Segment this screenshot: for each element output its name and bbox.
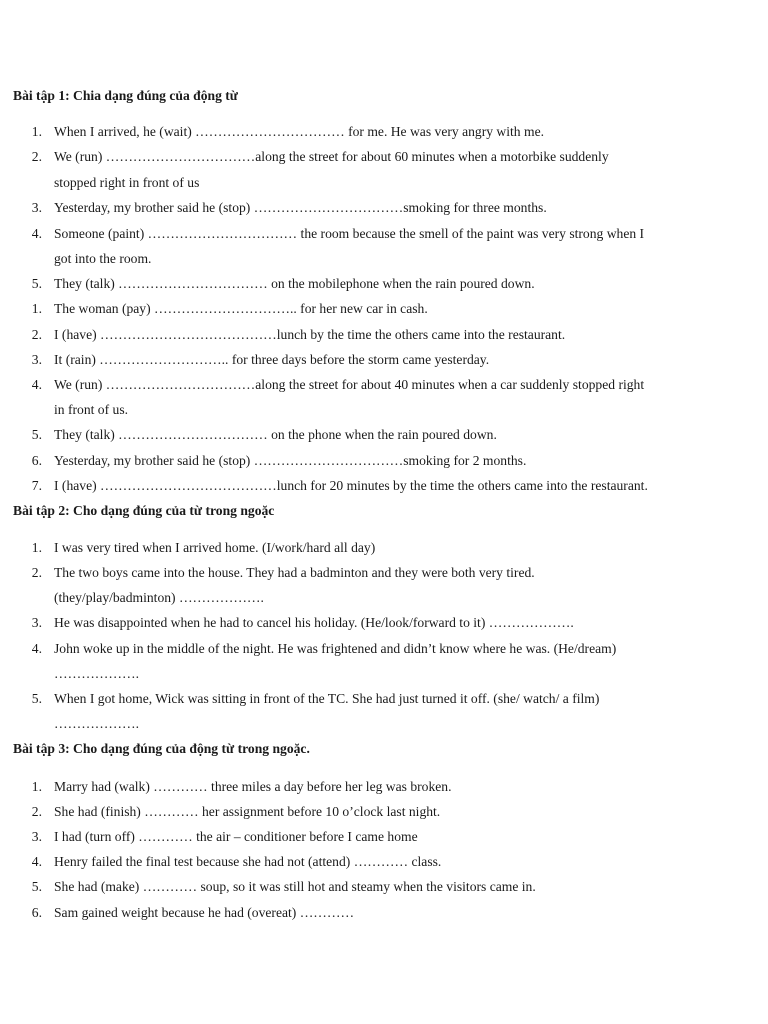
item-text: Yesterday, my brother said he (stop) ……………………………smoking for three months.: [54, 200, 547, 215]
item-number: 3.: [31, 615, 42, 630]
list-item: [0, 149, 768, 169]
list-item: [0, 301, 768, 321]
item-number: 3.: [31, 829, 42, 844]
list-item: [0, 905, 768, 925]
item-text: Sam gained weight because he had (overeat) …………: [54, 905, 355, 920]
list-item: [0, 226, 768, 246]
item-number: 4.: [31, 854, 42, 869]
item-text-continued: got into the room.: [54, 251, 152, 266]
item-text: We (run) ……………………………along the street for about 40 minutes when a car suddenly stopped right: [54, 377, 645, 392]
list-item: [0, 641, 768, 661]
item-number: 1.: [31, 301, 42, 316]
item-number: 3.: [31, 200, 42, 215]
item-text: They (talk) …………………………… on the mobilephone when the rain poured down.: [54, 276, 535, 291]
item-text-continued: (they/play/badminton) ……………….: [54, 590, 264, 605]
item-text: He was disappointed when he had to cancel his holiday. (He/look/forward to it) ……………….: [54, 615, 574, 630]
item-number: 4.: [31, 226, 42, 241]
item-number: 5.: [31, 276, 42, 291]
item-number: 4.: [31, 377, 42, 392]
list-item: [0, 540, 768, 560]
list-item: [0, 276, 768, 296]
item-text: Henry failed the final test because she had not (attend) ………… class.: [54, 854, 442, 869]
exercise-3-title: Bài tập 3: Cho dạng đúng của động từ trong ngoặc.: [13, 741, 310, 756]
list-item: [0, 691, 768, 711]
item-text: When I arrived, he (wait) …………………………… for me. He was very angry with me.: [54, 124, 544, 139]
list-item: [0, 124, 768, 144]
item-text: The woman (pay) ………………………….. for her new car in cash.: [54, 301, 428, 316]
list-item: [0, 565, 768, 585]
item-text: Yesterday, my brother said he (stop) ……………………………smoking for 2 months.: [54, 453, 527, 468]
item-text: I was very tired when I arrived home. (I/work/hard all day): [54, 540, 376, 555]
item-text: She had (finish) ………… her assignment before 10 o’clock last night.: [54, 804, 441, 819]
item-number: 4.: [31, 641, 42, 656]
list-item: [0, 427, 768, 447]
item-text: They (talk) …………………………… on the phone when the rain poured down.: [54, 427, 497, 442]
exercise-1-title: Bài tập 1: Chia dạng đúng của động từ: [13, 88, 238, 103]
item-text: She had (make) ………… soup, so it was still hot and steamy when the visitors came in.: [54, 879, 536, 894]
item-number: 2.: [31, 804, 42, 819]
list-item: [0, 352, 768, 372]
list-item: [0, 478, 768, 498]
item-text: We (run) ……………………………along the street for about 60 minutes when a motorbike suddenly: [54, 149, 609, 164]
list-item: [0, 854, 768, 874]
item-number: 5.: [31, 691, 42, 706]
list-item: [0, 327, 768, 347]
item-text-continued: ……………….: [54, 666, 139, 681]
item-number: 1.: [31, 540, 42, 555]
item-text: It (rain) ……………………….. for three days before the storm came yesterday.: [54, 352, 490, 367]
item-text-continued: stopped right in front of us: [54, 175, 200, 190]
item-number: 2.: [31, 327, 42, 342]
list-item: [0, 779, 768, 799]
item-number: 2.: [31, 149, 42, 164]
item-number: 5.: [31, 427, 42, 442]
item-number: 3.: [31, 352, 42, 367]
list-item: [0, 804, 768, 824]
item-text: I (have) …………………………………lunch by the time the others came into the restaurant.: [54, 327, 566, 342]
list-item: [0, 829, 768, 849]
item-text-continued: in front of us.: [54, 402, 129, 417]
list-item: [0, 615, 768, 635]
list-item: [0, 879, 768, 899]
list-item: [0, 453, 768, 473]
item-text: I (have) …………………………………lunch for 20 minutes by the time the others came into the restaurant.: [54, 478, 648, 493]
item-number: 6.: [31, 905, 42, 920]
list-item: [0, 377, 768, 397]
item-text: I had (turn off) ………… the air – conditioner before I came home: [54, 829, 418, 844]
item-number: 7.: [31, 478, 42, 493]
item-number: 2.: [31, 565, 42, 580]
item-number: 1.: [31, 779, 42, 794]
item-text: Marry had (walk) ………… three miles a day before her leg was broken.: [54, 779, 452, 794]
item-text: When I got home, Wick was sitting in front of the TC. She had just turned it off. (she/ watch/ a film): [54, 691, 600, 706]
list-item: [0, 200, 768, 220]
exercise-2-title: Bài tập 2: Cho dạng đúng của từ trong ngoặc: [13, 503, 275, 518]
item-number: 6.: [31, 453, 42, 468]
item-text: Someone (paint) …………………………… the room because the smell of the paint was very strong when I: [54, 226, 645, 241]
item-number: 1.: [31, 124, 42, 139]
item-text: The two boys came into the house. They had a badminton and they were both very tired.: [54, 565, 535, 580]
item-text: John woke up in the middle of the night. He was frightened and didn’t know where he was. (He/dream): [54, 641, 617, 656]
item-text-continued: ……………….: [54, 716, 139, 731]
item-number: 5.: [31, 879, 42, 894]
